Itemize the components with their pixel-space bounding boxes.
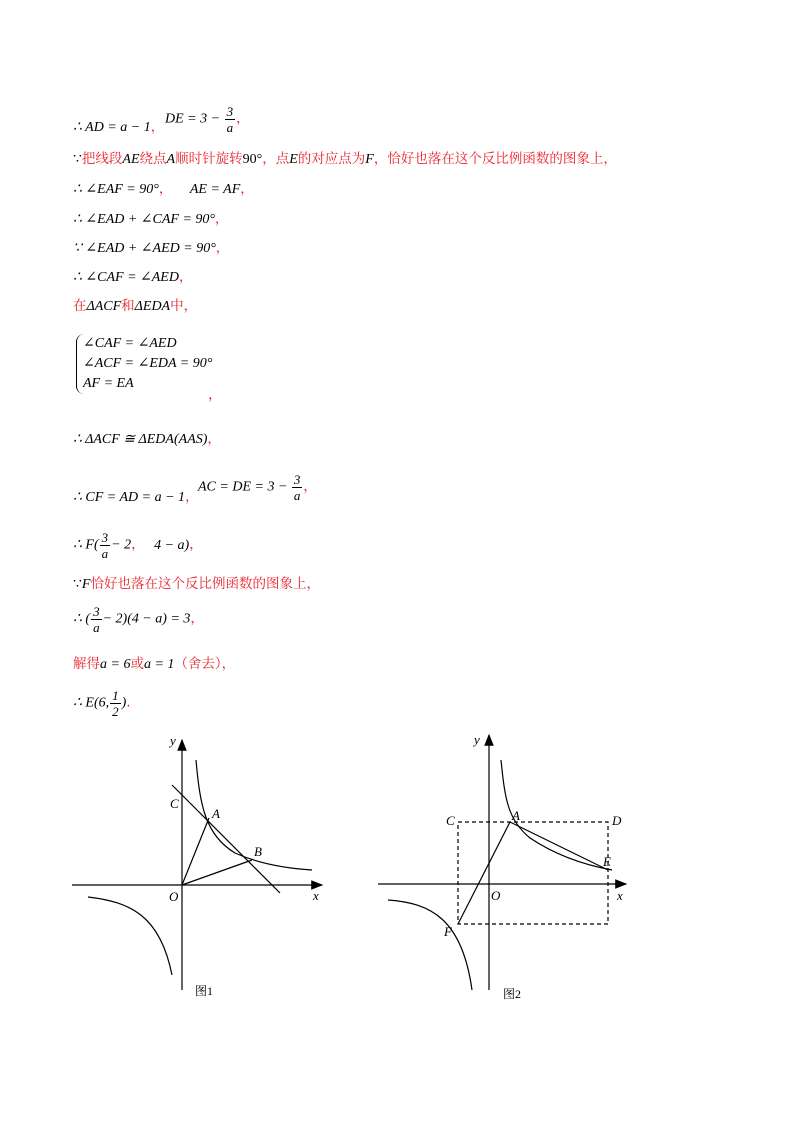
label-x-2: x: [617, 888, 623, 903]
fraction-3-over-a: $\frac{3}{a}$: [293, 472, 301, 503]
fraction-3-over-a: $\frac{3}{a}$: [101, 530, 109, 561]
fraction-3-over-a: $\frac{3}{a}$: [226, 104, 234, 135]
label-x: x: [313, 888, 319, 903]
eq-de: DE = 3 −: [165, 111, 221, 127]
label-y-2: y: [474, 732, 480, 747]
line-ad: ∴ AD = a − 1，: [73, 119, 165, 135]
label-c: C: [170, 796, 179, 811]
segment-af: [458, 822, 510, 924]
segment-oa: [182, 818, 209, 885]
caption-1: 图1: [195, 984, 214, 998]
label-e-2: E: [603, 854, 611, 869]
label-y: y: [170, 733, 176, 748]
label-a: A: [212, 806, 220, 821]
label-f-2: F: [444, 924, 452, 939]
label-a-2: A: [512, 808, 520, 823]
line-f-coord: ∴ F( $\frac{3}{a}$ − 2， 4 − a)，: [73, 530, 203, 561]
line-rotation: ∵把线段AE绕点A顺时针旋转90°，点E的对应点为F，恰好也落在这个反比例函数的图象上，: [73, 151, 617, 167]
segment-ob: [182, 860, 252, 885]
line-equation: ∴ ( $\frac{3}{a}$ − 2)(4 − a) = 3，: [73, 604, 204, 635]
label-o-2: O: [491, 888, 501, 903]
line-solution: 解得a = 6或a = 1（舍去），: [73, 656, 236, 672]
line-de: DE = 3 − $\frac{3}{a}$ ，: [165, 104, 250, 135]
hyperbola-branch-1: [501, 760, 612, 870]
fraction-3-over-a: $\frac{3}{a}$: [93, 604, 100, 635]
line-cb: [172, 785, 280, 893]
hyperbola-branch-1: [196, 760, 312, 870]
equation-system: ∠CAF = ∠AED ∠ACF = ∠EDA = 90° AF = EA: [76, 334, 212, 394]
hyperbola-branch-3: [88, 897, 172, 975]
label-b: B: [254, 844, 262, 859]
line-in-triangles: 在ΔACF和ΔEDA中，: [73, 298, 198, 314]
fraction-1-over-2: $\frac{1}{2}$: [112, 688, 119, 719]
label-c-2: C: [446, 813, 455, 828]
line-caf-aed: ∴ ∠CAF = ∠AED，: [73, 269, 193, 285]
label-o: O: [169, 889, 179, 904]
line-f-on-graph: ∵F恰好也落在这个反比例函数的图象上，: [73, 576, 320, 592]
line-eaf: ∴ ∠EAF = 90°， AE = AF，: [73, 181, 254, 197]
line-e-coord: ∴ E(6, $\frac{1}{2}$ ).: [73, 688, 131, 719]
line-congruent: ∴ ΔACF ≅ ΔEDA(AAS)，: [73, 431, 221, 447]
dashed-rectangle: [458, 822, 608, 924]
caption-2: 图2: [503, 987, 522, 1001]
hyperbola-branch-3: [388, 900, 472, 990]
line-ac: AC = DE = 3 − $\frac{3}{a}$ ，: [198, 472, 317, 503]
line-cf: ∴ CF = AD = a − 1，: [73, 489, 199, 505]
label-d-2: D: [612, 813, 622, 828]
line-ead-caf: ∴ ∠EAD + ∠CAF = 90°，: [73, 211, 229, 227]
eq-ad: ∴ AD = a − 1: [73, 120, 151, 135]
figure-1-geometry: [72, 740, 322, 990]
line-ead-aed: ∵ ∠EAD + ∠AED = 90°，: [73, 240, 230, 256]
figure-2-geometry: [378, 735, 626, 990]
segment-ae: [510, 822, 608, 870]
